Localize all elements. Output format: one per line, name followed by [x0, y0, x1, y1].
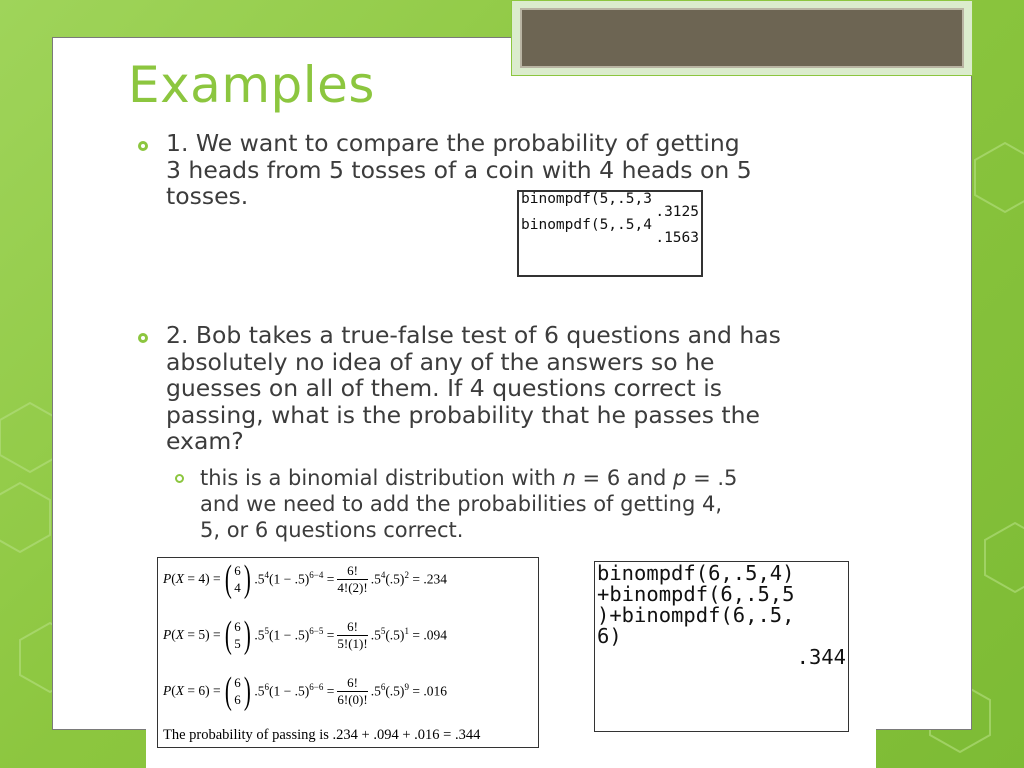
calc-result: .1563 — [655, 230, 699, 246]
example-1-line: 3 heads from 5 tosses of a coin with 4 heads on 5 — [166, 155, 752, 184]
header-decoration-box — [511, 0, 973, 76]
sub-text-part: = 6 and — [575, 466, 674, 490]
calc-line: 6) — [597, 624, 622, 648]
bullet-marker-1 — [138, 141, 148, 151]
formula-result: .016 — [423, 683, 447, 699]
sub-text-part: = .5 — [686, 466, 738, 490]
formula-row: P(X = 5) = ( 6 5 ) $.5^5(1 - .5)^{6-5}$ = $\frac{6!}{5!(1)!}$ $.5^5(.5)^1 = .094$ — [163, 614, 447, 656]
calc-command: binompdf(5,.5,4 — [521, 217, 652, 233]
sub-bullet-line: 5, or 6 questions correct. — [200, 518, 464, 542]
calc-command: binompdf(5,.5,3 — [521, 191, 652, 207]
example-1-line: 1. We want to compare the probability of getting — [166, 129, 740, 157]
example-1-line: tosses. — [166, 182, 249, 210]
formula-footer: The probability of passing is .234 + .094 + .016 = .344 — [163, 727, 481, 743]
formula-result: .234 — [423, 571, 447, 587]
formula-row: P(X = 6) = ( 6 6 ) $.5^6(1 - .5)^{6-6}$ = $\frac{6!}{6!(0)!}$ $.5^6(.5)^9 = .016$ — [163, 670, 447, 712]
calc-result: .3125 — [655, 204, 699, 220]
binomial-formula-box — [157, 557, 539, 748]
formula-result: .094 — [423, 627, 447, 643]
calc-line: )+binompdf(6,.5, — [597, 603, 795, 627]
example-2-text — [166, 322, 781, 455]
calculator-screen-large — [594, 561, 849, 732]
sub-bullet-text — [200, 465, 737, 543]
example-2-line: absolutely no idea of any of the answers so he — [166, 347, 715, 376]
calculator-screen-small — [517, 190, 703, 277]
n-variable: n — [562, 466, 576, 490]
bullet-marker-2 — [138, 333, 148, 343]
example-2-line: guesses on all of them. If 4 questions correct is — [166, 374, 722, 402]
formula-row: P(X = 4) = ( 6 4 ) $.5^4(1 - .5)^{6-4}$ = $\frac{6!}{4!(2)!}$ $.5^4(.5)^2 = .234$ — [163, 558, 447, 600]
example-2-line: 2. Bob takes a true-false test of 6 questions and has — [166, 321, 781, 349]
sub-text-part: this is a binomial distribution with — [200, 466, 563, 490]
sub-bullet-line — [200, 465, 737, 491]
slide-title: Examples — [128, 56, 375, 114]
example-2-line: exam? — [166, 427, 244, 455]
p-variable: p — [673, 466, 687, 490]
header-decoration-inner — [520, 8, 964, 68]
example-2-line: passing, what is the probability that he passes the — [166, 400, 760, 429]
sub-bullet-line: and we need to add the probabilities of getting 4, — [200, 492, 723, 516]
calc-line: binompdf(6,.5,4) — [597, 561, 795, 585]
calc-line: +binompdf(6,.5,5 — [597, 582, 795, 606]
sub-bullet-marker — [175, 474, 184, 483]
calc-result: .344 — [796, 645, 846, 669]
